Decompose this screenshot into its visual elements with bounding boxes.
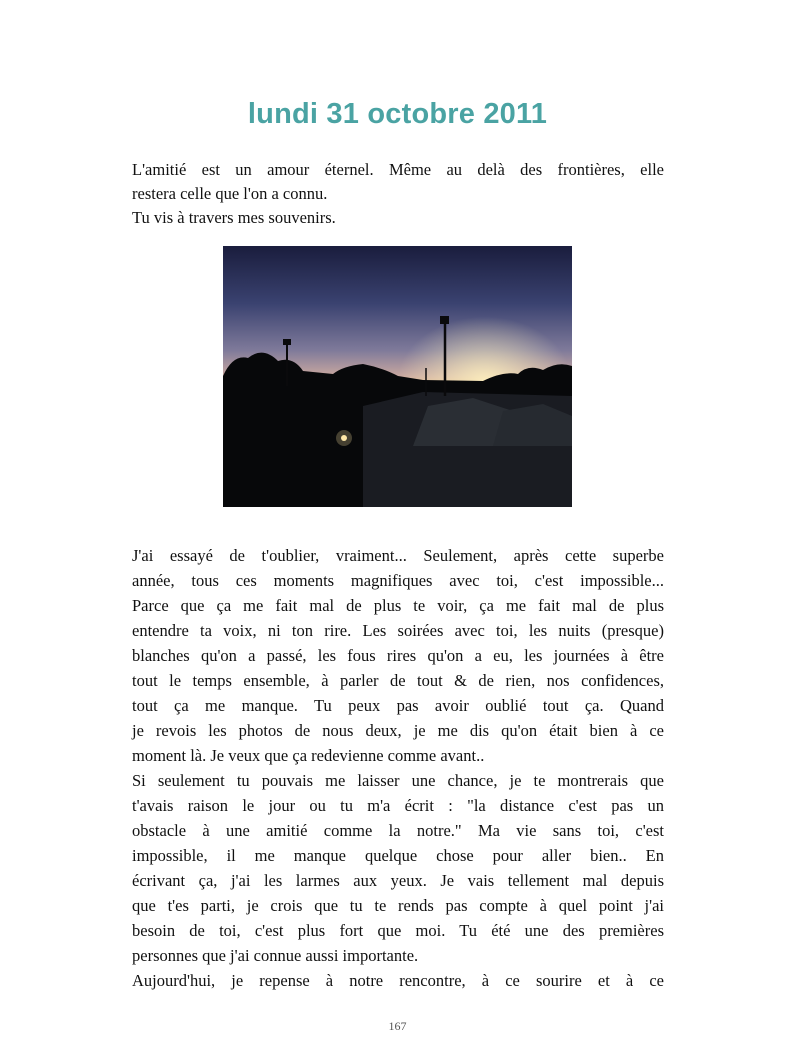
text-line: tout ça me manque. Tu peux pas avoir oublié tout ça. Quand (132, 696, 664, 715)
text-line: je revois les photos de nous deux, je me dis qu'on était bien à ce (132, 721, 664, 740)
sunset-stadium-photo (223, 246, 572, 507)
text-line: personnes que j'ai connue aussi importante. (132, 946, 419, 965)
text-line: tout le temps ensemble, à parler de tout & de rien, nos confidences, (132, 671, 664, 690)
text-line: écrivant ça, j'ai les larmes aux yeux. Je vais tellement mal depuis (132, 871, 664, 890)
text-line: restera celle que l'on a connu. (132, 184, 328, 203)
text-line: entendre ta voix, ni ton rire. Les soirées avec toi, les nuits (presque) (132, 621, 664, 640)
intro-paragraph (132, 158, 664, 230)
page-number: 167 (388, 1019, 407, 1033)
text-line: L'amitié est un amour éternel. Même au delà des frontières, elle (132, 160, 664, 179)
text-line: Aujourd'hui, je repense à notre rencontre, à ce sourire et à ce (132, 971, 664, 990)
text-line: année, tous ces moments magnifiques avec toi, c'est impossible... (132, 571, 664, 590)
text-line: besoin de toi, c'est plus fort que moi. Tu été une des premières (132, 921, 664, 940)
text-line: moment là. Je veux que ça redevienne comme avant.. (132, 746, 485, 765)
text-line: que t'es parti, je crois que tu te rends pas compte à quel point j'ai (132, 896, 664, 915)
body-paragraph (132, 543, 664, 993)
text-line: Si seulement tu pouvais me laisser une chance, je te montrerais que (132, 771, 664, 790)
text-line: impossible, il me manque quelque chose pour aller bien.. En (132, 846, 664, 865)
page-title: lundi 31 octobre 2011 (247, 98, 548, 130)
text-line: obstacle à une amitié comme la notre." Ma vie sans toi, c'est (132, 821, 664, 840)
text-line: Tu vis à travers mes souvenirs. (132, 208, 336, 227)
text-line: blanches qu'on a passé, les fous rires qu'on a eu, les journées à être (132, 646, 664, 665)
text-line: J'ai essayé de t'oublier, vraiment... Seulement, après cette superbe (132, 546, 664, 565)
text-line: t'avais raison le jour ou tu m'a écrit : "la distance c'est pas un (132, 796, 664, 815)
text-line: Parce que ça me fait mal de plus te voir, ça me fait mal de plus (132, 596, 664, 615)
